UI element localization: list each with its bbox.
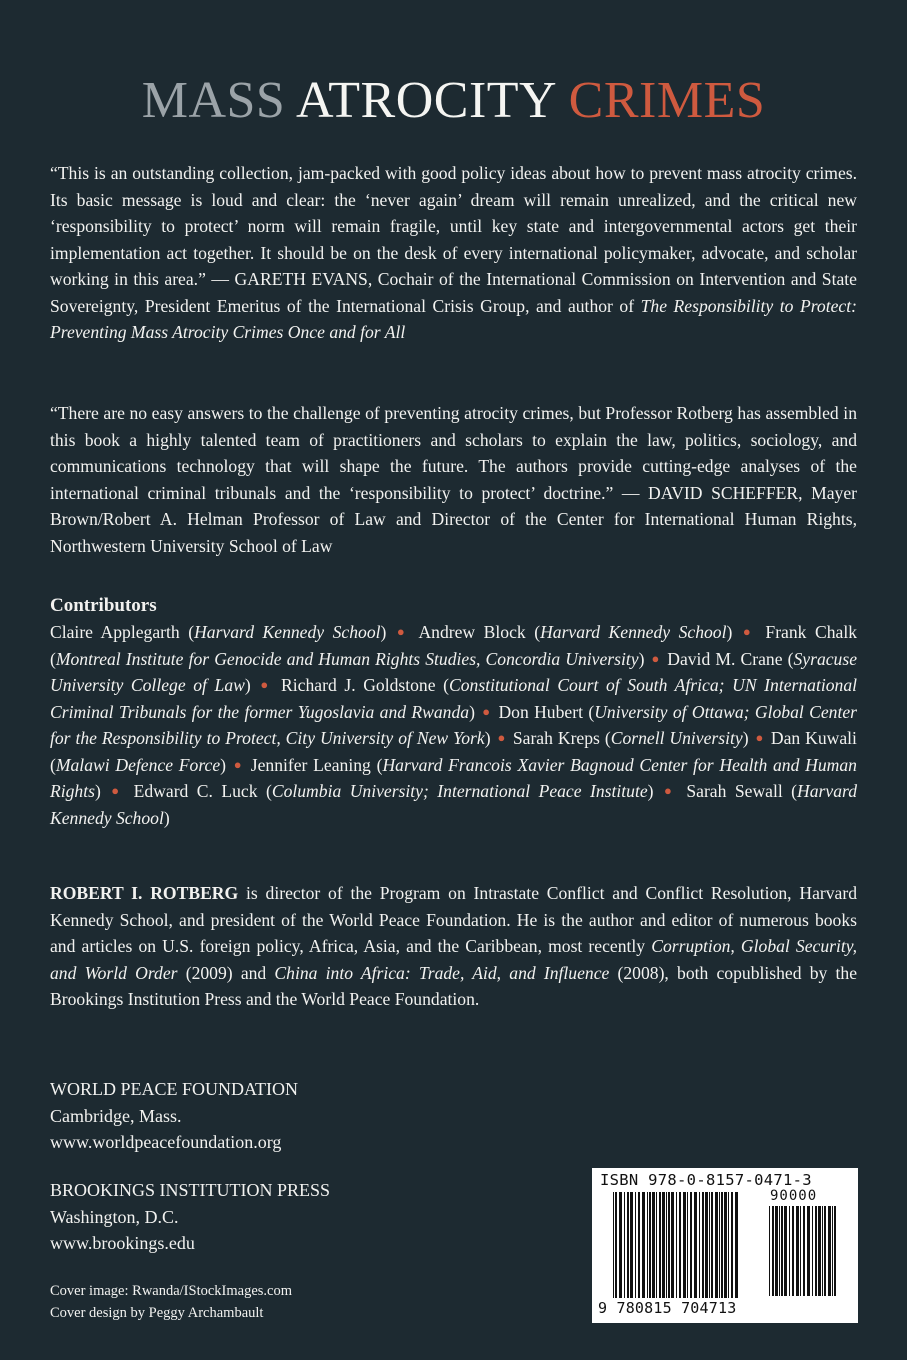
barcode-bar [656, 1192, 657, 1298]
bip-city: Washington, D.C. [50, 1206, 179, 1227]
endorsement-scheffer [50, 400, 857, 559]
barcode-bar [705, 1192, 708, 1298]
bio-book-2: China into Africa: Trade, Aid, and Influence [274, 962, 610, 983]
wpf-url: www.worldpeacefoundation.org [50, 1132, 282, 1152]
contributor: Don Hubert (University of Ottawa; Global Center for the Responsibility to Protect, City University of New York) [50, 701, 858, 748]
barcode-bar [666, 1192, 667, 1298]
cover-credits [50, 1280, 292, 1324]
barcode-bar [769, 1206, 770, 1296]
contributor-name: Jennifer Leaning ( [250, 754, 383, 775]
barcode-bar [735, 1192, 738, 1298]
contributor: Edward C. Luck (Columbia University; International Peace Institute) [133, 781, 654, 801]
separator-bullet: ● [396, 624, 409, 639]
barcode-bar [647, 1192, 648, 1298]
separator-bullet: ● [260, 677, 272, 692]
barcode-bar [824, 1206, 826, 1296]
barcode-bar [649, 1192, 651, 1298]
book-title [0, 70, 907, 132]
barcode-bar [662, 1192, 665, 1298]
barcode-bar [815, 1206, 817, 1296]
bip-url: www.brookings.edu [50, 1233, 195, 1253]
contributor-name: Richard J. Goldstone ( [281, 675, 450, 695]
contributor-name: Dan Kuwali ( [50, 728, 857, 775]
barcode-bar [803, 1206, 805, 1296]
barcode-bar [690, 1192, 692, 1298]
separator-bullet: ● [482, 703, 492, 719]
wpf-name: WORLD PEACE FOUNDATION [50, 1079, 298, 1099]
barcode-bar [671, 1192, 674, 1298]
barcode-bar [702, 1192, 704, 1298]
bio-text-3: (2008), both copublished by the Brookings Institution Press and the World Peace Foundation. [50, 962, 858, 1009]
title-word-atrocity: ATROCITY [295, 72, 556, 129]
barcode-bar [728, 1192, 729, 1298]
barcode-bar [679, 1192, 681, 1298]
contributor: Richard J. Goldstone (Constitutional Court of South Africa; UN International Criminal Tribunals for the former Yugoslavia and Rwanda) [50, 675, 858, 722]
barcode-bar [694, 1192, 697, 1298]
ean13-bars [612, 1192, 762, 1300]
barcode-bar [642, 1192, 645, 1298]
separator-bullet: ● [755, 730, 764, 745]
title-word-crimes: CRIMES [568, 72, 766, 129]
barcode-bar [627, 1192, 629, 1298]
title-word-mass: MASS [141, 72, 286, 129]
contributor-affiliation: Montreal Institute for Genocide and Human Rights Studies, Concordia University [55, 648, 639, 669]
contributor-affiliation: Cornell University [610, 728, 743, 748]
contributor-affiliation: Harvard Kennedy School [540, 622, 727, 642]
barcode-bar [834, 1206, 836, 1296]
endorsement-evans [50, 160, 857, 346]
barcode-bar [796, 1206, 799, 1296]
barcode-bar [800, 1206, 801, 1296]
contributor-affiliation: Syracuse University College of Law [50, 648, 858, 695]
isbn-label: ISBN 978-0-8157-0471-3 [600, 1171, 812, 1189]
contributors-section [50, 593, 857, 831]
contributor-name: Don Hubert ( [498, 701, 595, 722]
barcode-bar [784, 1206, 787, 1296]
separator-bullet: ● [497, 730, 506, 745]
barcode-bar [652, 1192, 655, 1298]
contributor-affiliation: Malawi Defence Force [55, 754, 221, 775]
contributor-name: Sarah Kreps ( [512, 728, 611, 748]
contributor-affiliation: Harvard Kennedy School [50, 781, 857, 828]
endorsement-evans-book: The Responsibility to Protect: Preventing Mass Atrocity Crimes Once and for All [50, 295, 857, 342]
barcode-bar [624, 1192, 625, 1298]
barcode-bar [719, 1192, 720, 1298]
barcode-bar [775, 1206, 778, 1296]
barcode-bar [818, 1206, 821, 1296]
author-bio [50, 880, 857, 1013]
bio-book-1: Corruption, Global Security, and World Order [50, 936, 857, 983]
contributors-list [50, 619, 857, 831]
barcode-bar [711, 1192, 713, 1298]
barcode-bar [781, 1206, 783, 1296]
author-name: ROBERT I. ROTBERG [50, 883, 239, 903]
contributors-heading: Contributors [50, 595, 157, 616]
contributor-name: Andrew Block ( [418, 622, 541, 642]
contributor: Claire Applegarth (Harvard Kennedy School) [50, 622, 387, 642]
ean-digits: 9 780815 704713 [598, 1299, 737, 1317]
contributor-affiliation: Harvard Kennedy School [194, 622, 381, 642]
contributor-affiliation: University of Ottawa; Global Center for the Responsibility to Protect, City University of New York [50, 701, 858, 748]
barcode-bar [772, 1206, 774, 1296]
barcode-bar [659, 1192, 661, 1298]
contributor-name: Sarah Sewall ( [686, 781, 798, 801]
publisher-world-peace-foundation [50, 1076, 298, 1156]
barcode-bar [668, 1192, 670, 1298]
price-addon-digits: 90000 [770, 1188, 818, 1204]
contributor-affiliation: Harvard Francois Xavier Bagnoud Center for Health and Human Rights [50, 754, 857, 801]
barcode-bar [779, 1206, 780, 1296]
contributor-name: Edward C. Luck ( [133, 781, 272, 801]
barcode-bar [812, 1206, 813, 1296]
barcode-bar [789, 1206, 790, 1296]
barcode-bar [613, 1192, 614, 1298]
bio-text-2: (2009) and [177, 962, 275, 983]
barcode-bar [792, 1206, 794, 1296]
wpf-city: Cambridge, Mass. [50, 1105, 182, 1126]
barcode-bar [822, 1206, 823, 1296]
separator-bullet: ● [651, 650, 661, 666]
barcode-bar [731, 1192, 733, 1298]
endorsement-scheffer-text: “There are no easy answers to the challenge of preventing atrocity crimes, but Professor Rotberg has assembled in this book a highly talented team of practitioners and scholars to explain the law, politics, sociology, and communications technology that will shape the future. The authors provide cutting-edge analyses of the international criminal tribunals and the ‘responsibility to protect’ doctrine.” — DAVID SCHEFFER, Mayer Brown/Robert A. Helman Professor of Law and Director of the Center for International Human Rights, Northwestern University School of Law [50, 403, 857, 556]
barcode-bar [724, 1192, 727, 1298]
separator-bullet: ● [742, 624, 755, 639]
barcode-bar [676, 1192, 677, 1298]
publisher-brookings [50, 1177, 330, 1257]
barcode-bar [615, 1192, 617, 1298]
endorsement-evans-text: “This is an outstanding collection, jam-packed with good policy ideas about how to prevent mass atrocity crimes. Its basic message is loud and clear: the ‘never again’ dream will remain unrealized, and the critical new ‘responsibility to protect’ norm will remain fragile, until key state and intergovernmental actors get their implementation act together. It should be on the desk of every international policymaker, advocate, and scholar working in this area.” — GARETH EVANS, Cochair of the International Commission on Intervention and State Sovereignty, President Emeritus of the International Crisis Group, and author of [50, 163, 857, 316]
barcode-bar [715, 1192, 718, 1298]
barcode-bar [709, 1192, 710, 1298]
barcode-bar [699, 1192, 700, 1298]
contributor: Frank Chalk (Montreal Institute for Genocide and Human Rights Studies, Concordia University) [50, 622, 858, 669]
contributor-name: David M. Crane ( [667, 648, 794, 669]
contributor: Jennifer Leaning (Harvard Francois Xavier Bagnoud Center for Health and Human Rights) [50, 754, 857, 801]
contributor: Sarah Sewall (Harvard Kennedy School) [50, 781, 857, 828]
addon-bars [768, 1206, 850, 1298]
isbn-barcode [592, 1168, 858, 1323]
contributor-affiliation: Columbia University; International Peace Institute [271, 781, 648, 801]
contributor-name: Claire Applegarth ( [50, 622, 195, 642]
barcode-bar [828, 1206, 831, 1296]
cover-image-credit: Cover image: Rwanda/IStockImages.com [50, 1283, 293, 1299]
barcode-bar [832, 1206, 833, 1296]
separator-bullet: ● [663, 783, 676, 798]
separator-bullet: ● [233, 756, 243, 772]
bip-name: BROOKINGS INSTITUTION PRESS [50, 1180, 331, 1200]
contributor: Sarah Kreps (Cornell University) [512, 728, 749, 748]
barcode-bar [721, 1192, 723, 1298]
contributor: Andrew Block (Harvard Kennedy School) [418, 622, 733, 642]
barcode-bar [635, 1192, 636, 1298]
contributor: Dan Kuwali (Malawi Defence Force) [50, 728, 857, 775]
barcode-bar [687, 1192, 688, 1298]
barcode-bar [619, 1192, 622, 1298]
cover-design-credit: Cover design by Peggy Archambault [50, 1305, 264, 1321]
contributor-affiliation: Constitutional Court of South Africa; UN International Criminal Tribunals for the former Yugoslavia and Rwanda [50, 675, 858, 722]
barcode-bar [683, 1192, 686, 1298]
barcode-bar [807, 1206, 810, 1296]
contributor: David M. Crane (Syracuse University College of Law) [50, 648, 858, 695]
barcode-bar [638, 1192, 640, 1298]
barcode-bar [630, 1192, 633, 1298]
contributor-name: Frank Chalk ( [50, 622, 858, 669]
bio-text-1: is director of the Program on Intrastate Conflict and Conflict Resolution, Harvard Kennedy School, and president of the World Peace Foundation. He is the author and editor of numerous books and articles on U.S. foreign policy, Africa, Asia, and the Caribbean, most recently [50, 883, 857, 956]
separator-bullet: ● [111, 783, 124, 798]
